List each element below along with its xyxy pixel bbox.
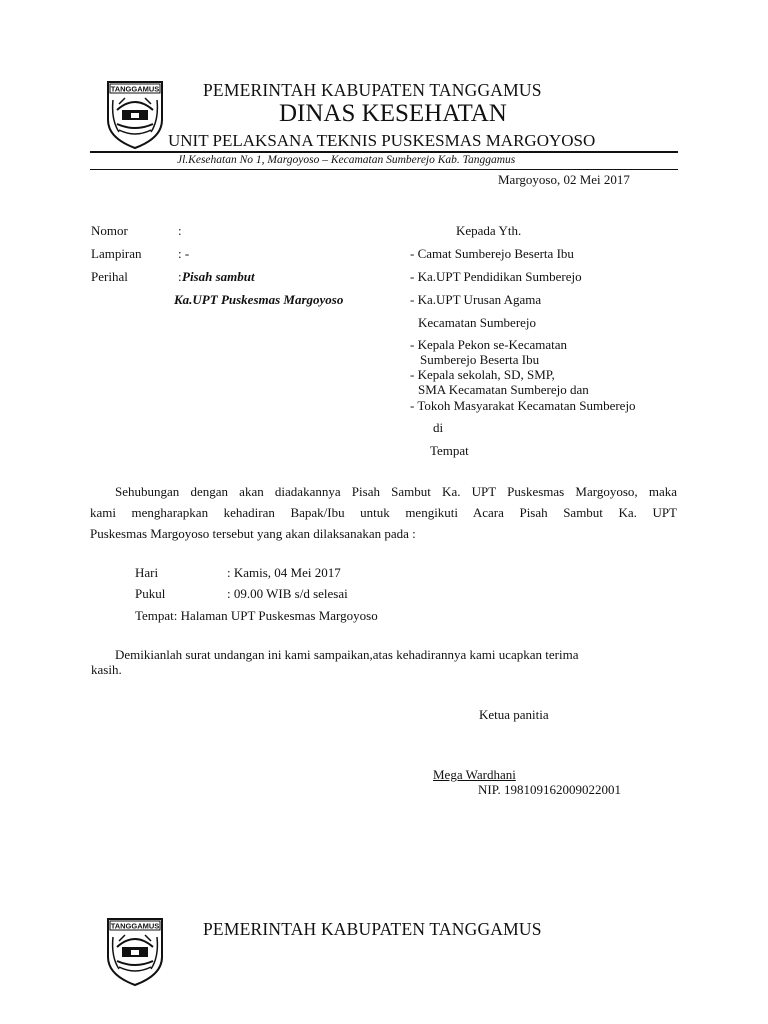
hari-label: Hari bbox=[135, 565, 159, 580]
header-address: Jl.Kesehatan No 1, Margoyoso – Kecamatan Sumberejo Kab. Tanggamus bbox=[177, 154, 516, 166]
recipient-line: SMA Kecamatan Sumberejo dan bbox=[418, 382, 589, 397]
recipients-heading: Kepada Yth. bbox=[456, 223, 522, 238]
header-divider-bottom bbox=[90, 169, 678, 170]
closing-line: kasih. bbox=[91, 662, 122, 677]
closing-line: Demikianlah surat undangan ini kami sampaikan,atas kehadirannya kami ucapkan terima bbox=[115, 647, 579, 662]
tempat-line: Tempat: Halaman UPT Puskesmas Margoyoso bbox=[135, 608, 378, 623]
recipient-line: - Kepala sekolah, SD, SMP, bbox=[410, 367, 555, 382]
pukul-value: : 09.00 WIB s/d selesai bbox=[227, 586, 348, 601]
signature-name: Mega Wardhani bbox=[433, 767, 516, 782]
perihal-value-continued: Ka.UPT Puskesmas Margoyoso bbox=[174, 292, 344, 307]
lampiran-label: Lampiran bbox=[91, 246, 142, 261]
logo-text: TANGGAMUS bbox=[110, 921, 160, 931]
body-paragraph-line: Sehubungan dengan akan diadakannya Pisah Sambut Ka. UPT Puskesmas Margoyoso, maka bbox=[115, 484, 677, 499]
perihal-value: Pisah sambut bbox=[182, 269, 255, 284]
header-government-line: PEMERINTAH KABUPATEN TANGGAMUS bbox=[203, 80, 542, 100]
recipient-di: di bbox=[433, 420, 444, 435]
recipient-line: Sumberejo Beserta Ibu bbox=[420, 352, 540, 367]
signature-role: Ketua panitia bbox=[479, 707, 549, 722]
header-unit-line: UNIT PELAKSANA TEKNIS PUSKESMAS MARGOYOSO bbox=[168, 131, 596, 150]
body-paragraph-line: kami mengharapkan kehadiran Bapak/Ibu untuk mengikuti Acara Pisah Sambut Ka. UPT bbox=[90, 505, 677, 520]
recipient-line: - Tokoh Masyarakat Kecamatan Sumberejo bbox=[410, 398, 636, 413]
lampiran-value: : - bbox=[178, 246, 190, 261]
hari-value: : Kamis, 04 Mei 2017 bbox=[227, 565, 341, 580]
body-paragraph bbox=[90, 481, 677, 544]
tanggamus-emblem-logo bbox=[105, 80, 165, 150]
body-paragraph-line: Puskesmas Margoyoso tersebut yang akan dilaksanakan pada : bbox=[90, 526, 416, 541]
recipient-line: - Ka.UPT Urusan Agama bbox=[410, 292, 542, 307]
pukul-label: Pukul bbox=[135, 586, 166, 601]
signature-nip: NIP. 198109162009022001 bbox=[478, 782, 622, 797]
recipient-line: - Camat Sumberejo Beserta Ibu bbox=[410, 246, 574, 261]
next-page-government-line: PEMERINTAH KABUPATEN TANGGAMUS bbox=[203, 919, 542, 939]
tanggamus-emblem-logo-next bbox=[105, 917, 165, 987]
perihal-colon: : bbox=[178, 269, 182, 284]
recipient-tempat: Tempat bbox=[430, 443, 469, 458]
recipient-line: - Ka.UPT Pendidikan Sumberejo bbox=[410, 269, 582, 284]
nomor-label: Nomor bbox=[91, 223, 128, 238]
logo-text: TANGGAMUS bbox=[110, 84, 160, 94]
nomor-value: : bbox=[178, 223, 182, 238]
recipient-line: Kecamatan Sumberejo bbox=[418, 315, 537, 330]
letter-date: Margoyoso, 02 Mei 2017 bbox=[498, 172, 630, 187]
header-agency-title: DINAS KESEHATAN bbox=[279, 100, 507, 127]
perihal-label: Perihal bbox=[91, 269, 128, 284]
header-divider-top bbox=[90, 151, 678, 153]
recipient-line: - Kepala Pekon se-Kecamatan bbox=[410, 337, 568, 352]
